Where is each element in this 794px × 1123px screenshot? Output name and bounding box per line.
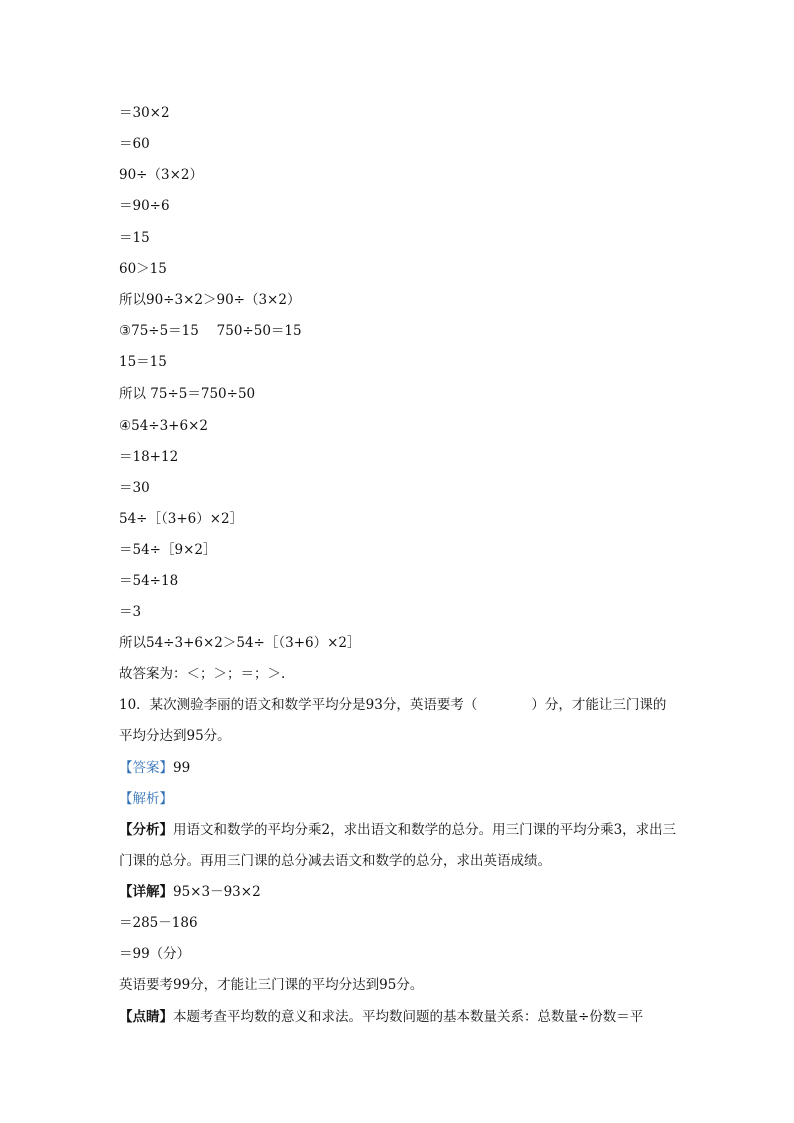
conclusion-line: 英语要考99分，才能让三门课的平均分达到95分。	[119, 977, 424, 993]
answer-summary-line: 故答案为：＜；＞；＝；＞.	[119, 666, 286, 682]
calc-line: 90÷（3×2）	[119, 167, 203, 183]
dianjing-text: 本题考查平均数的意义和求法。平均数问题的基本数量关系：总数量÷份数＝平	[173, 1009, 644, 1025]
fenxi-tag: 【分析】	[119, 822, 173, 838]
conclusion-line: 所以90÷3×2＞90÷（3×2）	[119, 292, 301, 308]
calc-line: ＝3	[119, 604, 142, 620]
calc-line: ＝30	[119, 480, 150, 496]
xiangjie-tag: 【详解】	[119, 884, 173, 900]
xiangjie-line	[119, 882, 679, 902]
calc-line: ＝90÷6	[119, 198, 170, 214]
fenxi-text: 用语文和数学的平均分乘2，求出语文和数学的总分。用三门课的平均分乘3，求出三门课的总分。再用三门课的总分减去语文和数学的总分，求出英语成绩。	[119, 822, 677, 869]
fenxi-paragraph	[119, 815, 679, 877]
answer-tag: 【答案】	[119, 760, 173, 776]
calc-line: 60＞15	[119, 261, 167, 277]
conclusion-line: 所以54÷3+6×2＞54÷［（3+6）×2］	[119, 635, 361, 651]
question-10: 10．某次测验李丽的语文和数学平均分是93分，英语要考（ ）分，才能让三门课的平均分达到95分。	[119, 697, 667, 744]
calc-line: ④54÷3+6×2	[119, 418, 208, 434]
answer-value: 99	[173, 760, 191, 776]
calc-line: ＝60	[119, 136, 150, 152]
calc-line: 54÷［（3+6）×2］	[119, 511, 244, 527]
calc-line: ＝285－186	[119, 915, 198, 931]
answer-line	[119, 758, 679, 778]
dianjing-tag: 【点睛】	[119, 1009, 173, 1025]
analysis-heading	[119, 789, 679, 809]
calc-line: ＝54÷［9×2］	[119, 542, 217, 558]
calc-line: ＝99（分）	[119, 946, 191, 962]
calc-line: 15＝15	[119, 354, 167, 370]
calc-line: ＝30×2	[119, 105, 170, 121]
dianjing-line	[119, 1007, 679, 1027]
calc-line: ③75÷5＝15 750÷50＝15	[119, 323, 302, 339]
analysis-tag: 【解析】	[119, 791, 173, 807]
calc-line: ＝54÷18	[119, 573, 179, 589]
calc-line: ＝18+12	[119, 449, 179, 465]
calc-line: ＝15	[119, 230, 150, 246]
conclusion-line: 所以 75÷5＝750÷50	[119, 386, 256, 402]
xiangjie-first: 95×3－93×2	[173, 884, 261, 900]
